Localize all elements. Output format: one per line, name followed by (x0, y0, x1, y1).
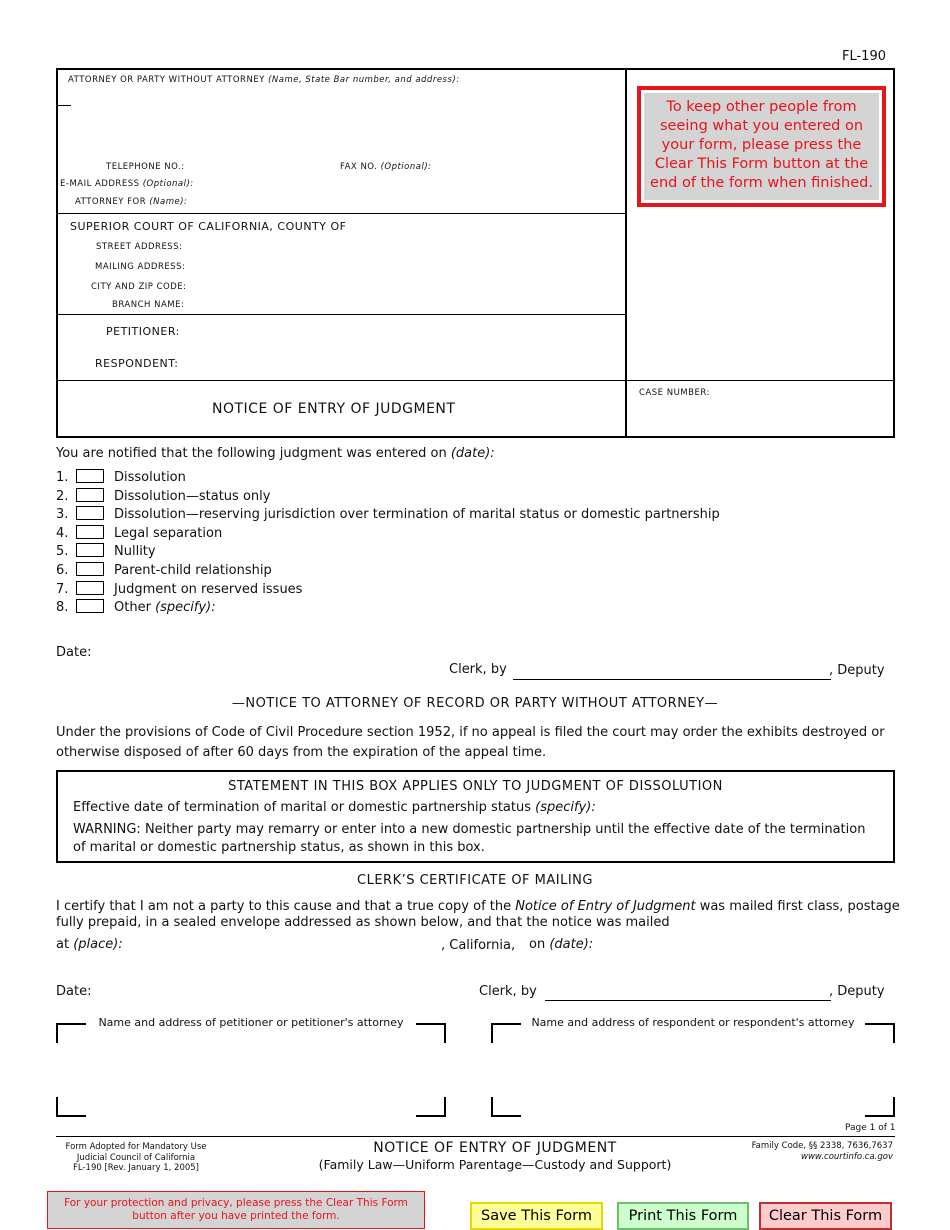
telephone-label: TELEPHONE NO.: (106, 162, 185, 172)
effective-date-label: Effective date of termination of marital or domestic partnership status (specify): (73, 800, 596, 815)
caption-divider (625, 68, 627, 438)
footer-right: Family Code, §§ 2338, 7636,7637 www.courtinfo.ca.gov (751, 1141, 893, 1162)
option-label: Dissolution (114, 470, 186, 485)
dissolution-heading: STATEMENT IN THIS BOX APPLIES ONLY TO JUDGMENT OF DISSOLUTION (228, 779, 723, 794)
form-number: FL-190 (842, 49, 886, 64)
city-zip-label: CITY AND ZIP CODE: (91, 282, 187, 292)
page-number: Page 1 of 1 (845, 1123, 896, 1133)
option-checkbox-dissolution[interactable] (76, 469, 104, 483)
footer-left: Form Adopted for Mandatory Use Judicial Council of California FL-190 [Rev. January 1, 2005] (65, 1142, 207, 1173)
street-address-label: STREET ADDRESS: (96, 242, 183, 252)
option-number: 1. (56, 470, 69, 485)
branch-name-label: BRANCH NAME: (112, 300, 185, 310)
clerk-signature-line (513, 679, 831, 680)
clear-form-button[interactable]: Clear This Form (759, 1202, 892, 1230)
option-label: Dissolution—reserving jurisdiction over termination of marital status or domestic partnership (114, 507, 720, 522)
privacy-notice: To keep other people from seeing what you entered on your form, please press the Clear This Form button at the end of the form when finished. (644, 93, 879, 200)
privacy-notice-frame (637, 86, 886, 207)
option-number: 5. (56, 544, 69, 559)
respondent-address-label: Name and address of respondent or respondent's attorney (531, 1016, 855, 1029)
save-form-button[interactable]: Save This Form (470, 1202, 603, 1230)
date-label: Date: (56, 645, 92, 660)
option-label: Dissolution—status only (114, 489, 271, 504)
option-number: 3. (56, 507, 69, 522)
option-label: Other (specify): (114, 600, 216, 615)
notice-text-line1: Under the provisions of Code of Civil Procedure section 1952, if no appeal is filed the court may order the exhibits destroyed or (56, 725, 885, 740)
cert-date-label: Date: (56, 984, 92, 999)
petitioner-label: PETITIONER: (106, 325, 180, 338)
option-number: 4. (56, 526, 69, 541)
bottom-privacy-notice: For your protection and privacy, please press the Clear This Form button after you have printed the form. (47, 1191, 425, 1229)
email-label: E-MAIL ADDRESS (Optional): (60, 179, 194, 189)
warning-line2: of marital or domestic partnership status, as shown in this box. (73, 840, 485, 855)
option-label: Legal separation (114, 526, 223, 541)
option-checkbox-reserving-jurisdiction[interactable] (76, 506, 104, 520)
mail-date-label: on (date): (529, 937, 594, 952)
case-number-label: CASE NUMBER: (639, 388, 710, 398)
option-checkbox-other[interactable] (76, 599, 104, 613)
deputy-label: , Deputy (829, 663, 885, 678)
option-checkbox-reserved-issues[interactable] (76, 581, 104, 595)
fax-label: FAX NO. (Optional): (340, 162, 432, 172)
option-checkbox-nullity[interactable] (76, 543, 104, 557)
intro-text: You are notified that the following judgment was entered on (date): (56, 446, 495, 461)
caption-form-title: NOTICE OF ENTRY OF JUDGMENT (212, 401, 456, 417)
attorney-for-label: ATTORNEY FOR (Name): (75, 197, 188, 207)
option-checkbox-status-only[interactable] (76, 488, 104, 502)
court-title: SUPERIOR COURT OF CALIFORNIA, COUNTY OF (70, 220, 347, 233)
cert-deputy-label: , Deputy (829, 984, 885, 999)
clerk-cert-line2: fully prepaid, in a sealed envelope addressed as shown below, and that the notice was mailed (56, 915, 670, 930)
clerk-cert-heading: CLERK’S CERTIFICATE OF MAILING (357, 873, 593, 888)
cert-signature-line (545, 1000, 831, 1001)
respondent-label: RESPONDENT: (95, 357, 179, 370)
petitioner-address-label: Name and address of petitioner or petitioner's attorney (98, 1016, 404, 1029)
option-label: Nullity (114, 544, 156, 559)
clerk-cert-line1: I certify that I am not a party to this cause and that a true copy of the Notice of Entry of Judgment was mailed first class, postage (56, 899, 900, 914)
footer-title: NOTICE OF ENTRY OF JUDGMENT (373, 1140, 617, 1156)
option-label: Judgment on reserved issues (114, 582, 303, 597)
clerk-by-label: Clerk, by (449, 662, 507, 677)
option-checkbox-parent-child[interactable] (76, 562, 104, 576)
option-number: 7. (56, 582, 69, 597)
footer-subtitle: (Family Law—Uniform Parentage—Custody and Support) (318, 1157, 672, 1172)
option-label: Parent-child relationship (114, 563, 272, 578)
place-label: at (place): (56, 937, 123, 952)
warning-line1: WARNING: Neither party may remarry or enter into a new domestic partnership until the effective date of the termination (73, 822, 866, 837)
option-number: 6. (56, 563, 69, 578)
california-label: , California, (441, 938, 516, 953)
option-number: 8. (56, 600, 69, 615)
attorney-label: ATTORNEY OR PARTY WITHOUT ATTORNEY (Name, State Bar number, and address): (68, 75, 460, 85)
option-number: 2. (56, 489, 69, 504)
cert-clerk-by-label: Clerk, by (479, 984, 537, 999)
notice-heading: —NOTICE TO ATTORNEY OF RECORD OR PARTY WITHOUT ATTORNEY— (231, 696, 719, 711)
print-form-button[interactable]: Print This Form (617, 1202, 749, 1230)
option-checkbox-legal-separation[interactable] (76, 525, 104, 539)
mailing-address-label: MAILING ADDRESS: (95, 262, 186, 272)
footer-rule (56, 1136, 895, 1137)
notice-text-line2: otherwise disposed of after 60 days from the expiration of the appeal time. (56, 745, 547, 760)
